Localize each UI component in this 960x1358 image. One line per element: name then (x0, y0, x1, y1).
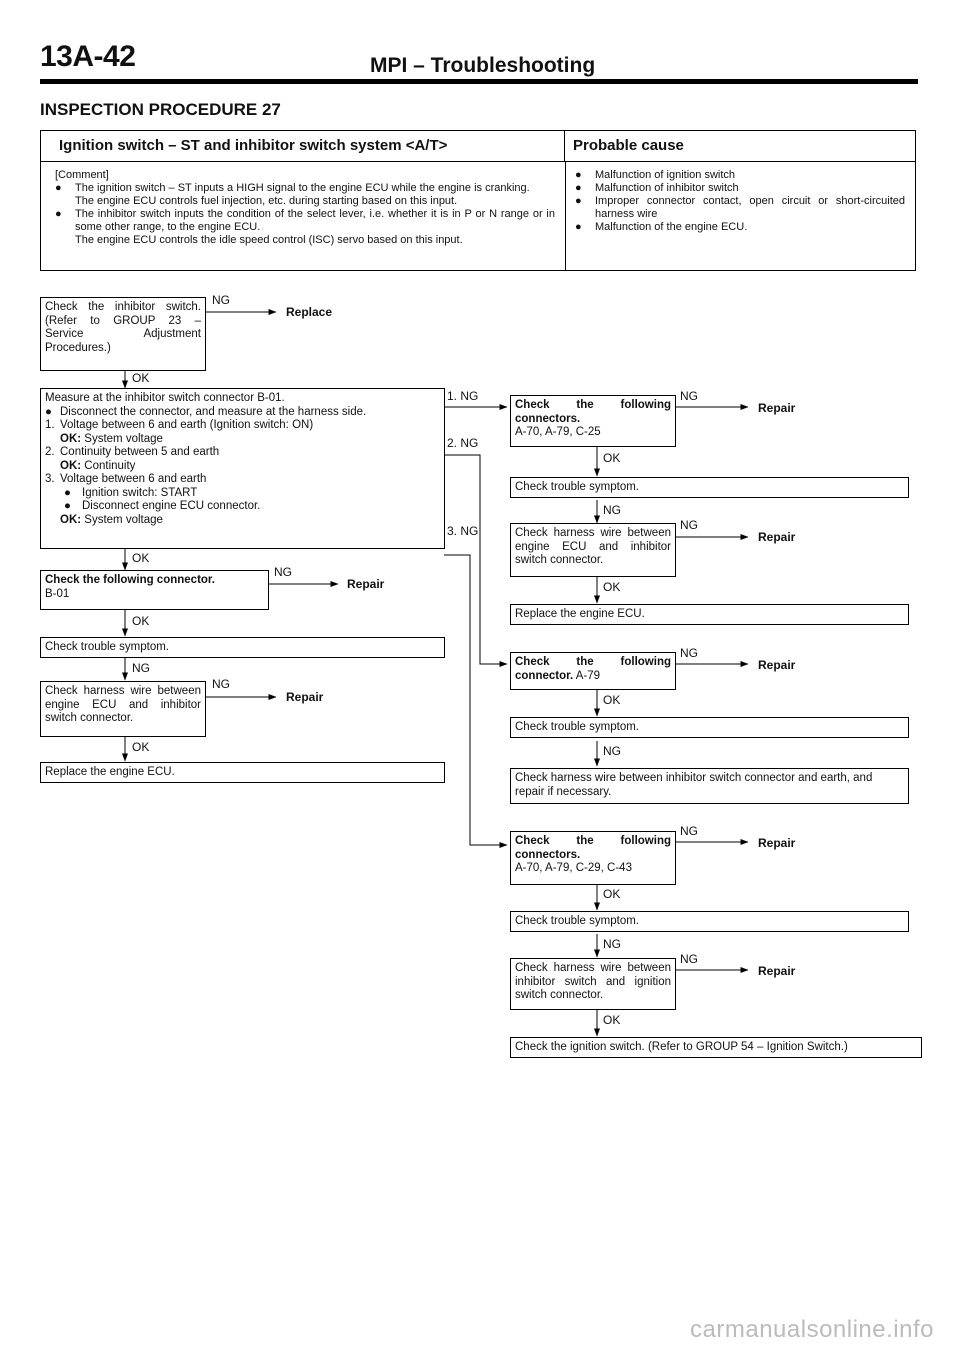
cause-item: Improper connector contact, open circuit or short-circuited harness wire (595, 195, 905, 220)
summary-left-heading: Ignition switch – ST and inhibitor switch system <A/T> (41, 131, 565, 162)
box-text: Check trouble symptom. (515, 915, 639, 927)
page-title: MPI – Troubleshooting (370, 54, 596, 77)
box-title: connector. (515, 669, 574, 682)
check-harness-inhibitor-ignition-box (510, 958, 676, 1010)
check-connector-a79-box (510, 652, 676, 690)
check-inhibitor-switch-box (40, 297, 206, 371)
repair-action: Repair (758, 530, 796, 544)
check-harness-ecu-inhibitor-box (510, 523, 676, 577)
check-trouble-symptom-box (510, 911, 909, 932)
box-text: Check the inhibitor switch. (Refer to GROUP 23 – Service Adjustment Procedures.) (45, 301, 201, 354)
ng-label: NG (274, 565, 292, 579)
check-trouble-symptom-box (40, 637, 445, 658)
box-text: Replace the engine ECU. (45, 766, 175, 778)
box-text: System voltage (84, 513, 163, 526)
box-text: Voltage between 6 and earth (60, 473, 207, 485)
box-text: Continuity (84, 459, 136, 472)
repair-action: Repair (286, 690, 324, 704)
step-number: 1. (45, 419, 55, 431)
ok-label: OK (603, 1013, 621, 1027)
ng-label: NG (680, 952, 698, 966)
branch-3-ng-label: 3. NG (447, 524, 479, 538)
bullet-icon: ● (575, 169, 582, 181)
check-trouble-symptom-box (510, 477, 909, 498)
check-trouble-symptom-box (510, 717, 909, 738)
box-text: Check harness wire between inhibitor switch and ignition switch connector. (515, 962, 671, 1001)
cause-item: Malfunction of inhibitor switch (595, 182, 739, 194)
box-text: System voltage (84, 432, 163, 445)
box-text: Check trouble symptom. (515, 481, 639, 493)
repair-action: Repair (347, 577, 385, 591)
check-connectors-a70-a79-c29-c43-box (510, 831, 676, 885)
bullet-icon: ● (64, 486, 71, 499)
cause-item: Malfunction of ignition switch (595, 169, 736, 181)
connector-code: B-01 (45, 587, 70, 600)
ng-label: NG (603, 744, 621, 758)
bullet-icon: ● (55, 208, 62, 220)
page-number: 13A-42 (40, 40, 136, 73)
summary-right-heading: Probable cause (565, 131, 915, 162)
branch-2-ng-label: 2. NG (447, 436, 479, 450)
connector-code: A-70, A-79, C-25 (515, 426, 601, 438)
measure-connector-b01-box (40, 388, 445, 549)
check-ignition-switch-box (510, 1037, 922, 1058)
step-number: 2. (45, 446, 55, 458)
box-text: Check harness wire between engine ECU and inhibitor switch connector. (515, 527, 671, 566)
ok-label: OK (132, 614, 150, 628)
bullet-icon: ● (55, 182, 62, 194)
box-title: Check the following (515, 656, 671, 668)
box-text: Replace the engine ECU. (515, 608, 645, 620)
check-connectors-a70-a79-c25-box (510, 395, 676, 447)
ng-label: NG (603, 937, 621, 951)
box-text: Disconnect the connector, and measure at the harness side. (60, 405, 367, 418)
repair-action: Repair (758, 401, 796, 415)
connector-code: A-70, A-79, C-29, C-43 (515, 862, 632, 874)
box-text: Check trouble symptom. (45, 641, 169, 653)
repair-action: Repair (758, 836, 796, 850)
ng-label: NG (603, 503, 621, 517)
box-text: Continuity between 5 and earth (60, 446, 220, 458)
box-text: Voltage between 6 and earth (Ignition switch: ON) (60, 419, 314, 431)
bullet-icon: ● (575, 221, 582, 233)
step-number: 3. (45, 473, 55, 485)
box-text: Check trouble symptom. (515, 721, 639, 733)
box-title: Check the following (515, 399, 671, 411)
bullet-icon: ● (575, 182, 582, 194)
ok-label: OK: (60, 513, 82, 526)
repair-action: Repair (758, 658, 796, 672)
ok-label: OK (603, 887, 621, 901)
connector-code: A-79 (575, 669, 601, 682)
procedure-title: INSPECTION PROCEDURE 27 (40, 100, 281, 119)
box-text: Ignition switch: START (82, 486, 198, 499)
ok-label: OK: (60, 432, 82, 445)
ok-label: OK (132, 551, 150, 565)
box-title: Check the following (515, 835, 671, 847)
ng-label: NG (132, 661, 150, 675)
box-title: connectors. (515, 848, 581, 861)
ok-label: OK (132, 740, 150, 754)
replace-ecu-box (40, 762, 445, 783)
cause-item: Malfunction of the engine ECU. (595, 221, 748, 233)
ng-label: NG (680, 646, 698, 660)
ng-label: NG (680, 518, 698, 532)
repair-action: Repair (758, 964, 796, 978)
bullet-icon: ● (575, 195, 582, 207)
replace-ecu-box (510, 604, 909, 625)
branch-1-ng-label: 1. NG (447, 389, 479, 403)
box-text: Disconnect engine ECU connector. (82, 500, 261, 512)
comment-text: The engine ECU controls fuel injection, etc. during starting based on this input. (75, 195, 458, 207)
ok-label: OK (603, 693, 621, 707)
ok-label: OK (603, 451, 621, 465)
check-connector-b01-box (40, 570, 269, 610)
replace-action: Replace (286, 305, 333, 319)
box-text: Check harness wire between engine ECU and inhibitor switch connector. (45, 685, 201, 724)
box-text: Check harness wire between inhibitor switch connector and earth, and repair if necessary. (515, 772, 873, 798)
comment-text: The inhibitor switch inputs the condition of the select lever, i.e. whether it is in P or N range or in some other range, to the engine ECU. (75, 208, 555, 233)
ok-label: OK (603, 580, 621, 594)
box-text: Measure at the inhibitor switch connector B-01. (45, 392, 285, 404)
ng-label: NG (212, 293, 230, 307)
check-harness-ecu-inhibitor-box (40, 681, 206, 737)
bullet-icon: ● (64, 500, 71, 512)
ok-label: OK (132, 371, 150, 385)
ng-label: NG (680, 389, 698, 403)
ng-label: NG (212, 677, 230, 691)
comment-label: [Comment] (55, 169, 109, 181)
ng-label: NG (680, 824, 698, 838)
box-title: connectors. (515, 412, 581, 425)
comment-text: The ignition switch – ST inputs a HIGH signal to the engine ECU while the engine is cranking. (75, 182, 530, 194)
comment-text: The engine ECU controls the idle speed control (ISC) servo based on this input. (75, 234, 463, 246)
box-title: Check the following connector. (45, 574, 215, 586)
check-harness-inhibitor-earth-box (510, 768, 909, 804)
bullet-icon: ● (45, 405, 52, 418)
watermark: carmanualsonline.info (690, 1316, 934, 1343)
box-text: Check the ignition switch. (Refer to GROUP 54 – Ignition Switch.) (515, 1041, 848, 1053)
ok-label: OK: (60, 459, 82, 472)
